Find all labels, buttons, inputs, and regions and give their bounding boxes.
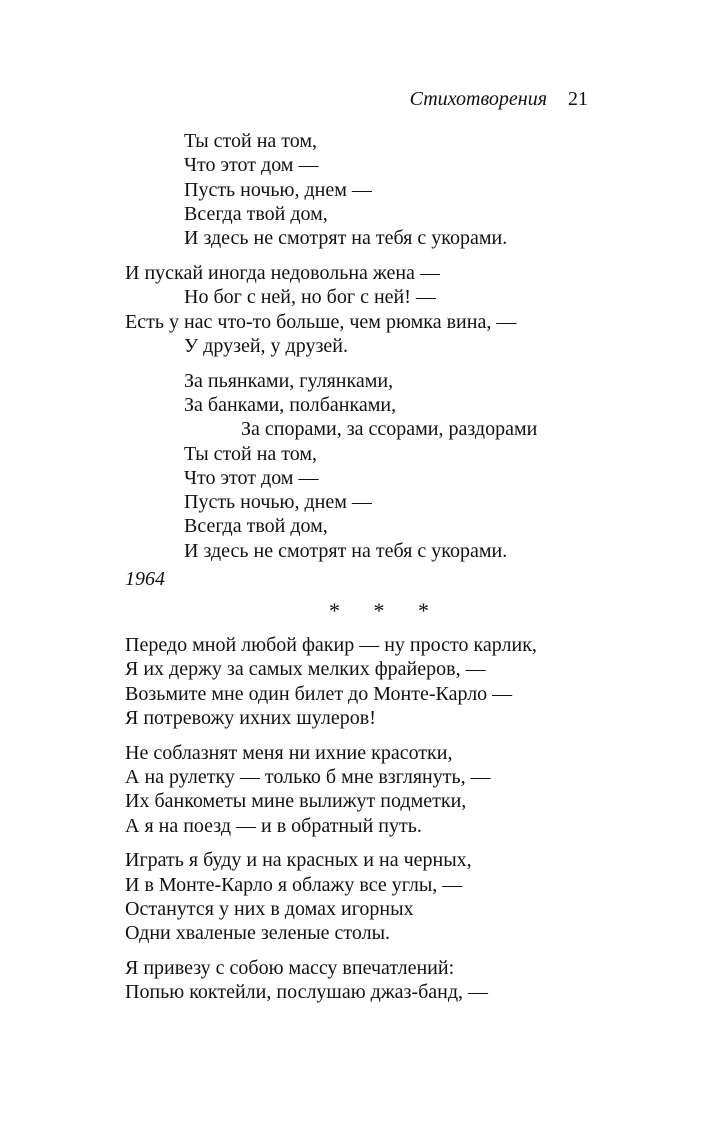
verse-line: Попью коктейли, послушаю джаз-банд, — xyxy=(125,981,489,1004)
verse-line: Я их держу за самых мелких фрайеров, — xyxy=(125,658,486,681)
verse-line: Ты стой на том, xyxy=(184,130,318,152)
verse-line: И здесь не смотрят на тебя с укорами. xyxy=(184,539,508,562)
verse-line: Ты стой на том, xyxy=(184,442,318,465)
verse-line: За пьянками, гулянками, xyxy=(184,369,394,392)
verse-line: И пускай иногда недовольна жена — xyxy=(125,261,440,284)
verse-line: За спорами, за ссорами, раздорами xyxy=(241,418,538,441)
verse-line: Но бог с ней, но бог с ней! — xyxy=(184,286,436,309)
poem-date: 1964 xyxy=(125,568,165,590)
poem-2-stanza-2 xyxy=(0,741,708,838)
verse-line: Всегда твой дом, xyxy=(184,515,328,538)
poem-1-stanza-3 xyxy=(0,369,708,563)
verse-line: А я на поезд — и в обратный путь. xyxy=(125,814,422,837)
verse-line: Передо мной любой факир — ну просто карлик, xyxy=(125,634,537,656)
page-number: 21 xyxy=(568,88,588,110)
poem-2-stanza-4 xyxy=(0,956,708,1005)
verse-line: Пусть ночью, днем — xyxy=(184,178,372,201)
verse-line: И в Монте-Карло я облажу все углы, — xyxy=(125,873,463,896)
verse-line: Не соблазнят меня ни ихние красотки, xyxy=(125,741,453,764)
poem-1 xyxy=(0,129,708,574)
verse-line: У друзей, у друзей. xyxy=(184,334,348,357)
verse-line: Я привезу с собою массу впечатлений: xyxy=(125,957,455,980)
verse-line: Всегда твой дом, xyxy=(184,202,328,225)
poem-1-stanza-2 xyxy=(0,261,708,358)
poem-2-stanza-1 xyxy=(0,633,708,730)
poem-2 xyxy=(0,633,708,1015)
section-separator: * * * xyxy=(329,598,443,623)
verse-line: А на рулетку — только б мне взглянуть, — xyxy=(125,765,491,788)
running-title: Стихотворения xyxy=(409,88,547,110)
running-header xyxy=(410,86,588,112)
verse-line: Одни хваленые зеленые столы. xyxy=(125,922,391,945)
verse-line: Останутся у них в домах игорных xyxy=(125,897,414,920)
poem-1-stanza-1 xyxy=(0,129,708,250)
verse-line: Возьмите мне один билет до Монте-Карло — xyxy=(125,682,513,705)
verse-line: Играть я буду и на красных и на черных, xyxy=(125,849,472,872)
verse-line: Что этот дом — xyxy=(184,154,319,177)
verse-line: Их банкометы мине вылижут подметки, xyxy=(125,790,467,813)
verse-line: И здесь не смотрят на тебя с укорами. xyxy=(184,227,508,250)
poem-2-stanza-3 xyxy=(0,848,708,945)
verse-line: Пусть ночью, днем — xyxy=(184,491,372,514)
verse-line: За банками, полбанками, xyxy=(184,393,397,416)
verse-line: Я потревожу ихних шулеров! xyxy=(125,706,376,729)
verse-line: Есть у нас что-то больше, чем рюмка вина, — xyxy=(125,310,517,333)
verse-line: Что этот дом — xyxy=(184,466,319,489)
